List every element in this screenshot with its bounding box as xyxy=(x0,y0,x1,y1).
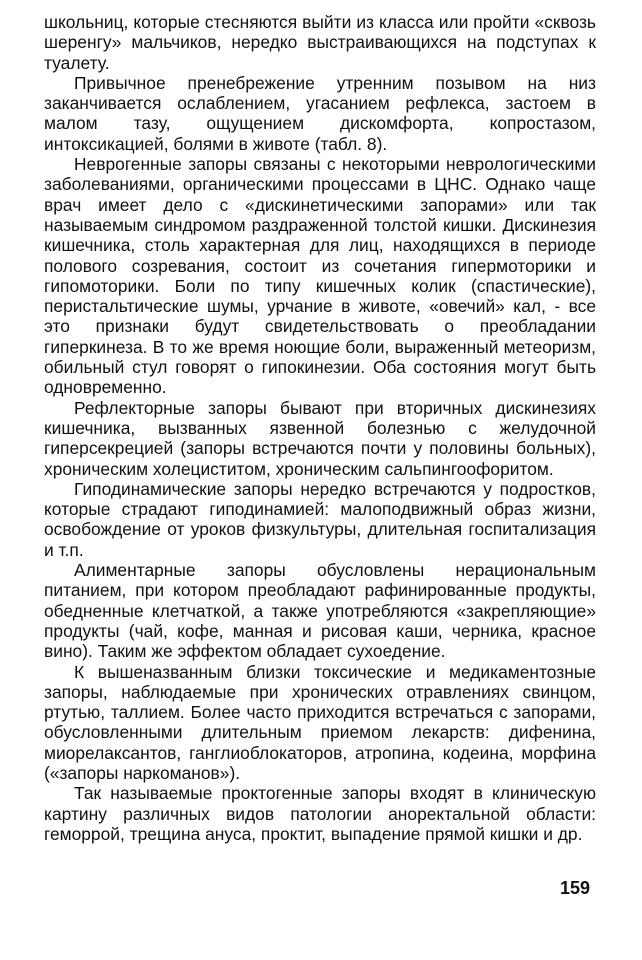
paragraph-habitual-neglect: Привычное пренебрежение утренним позывом на низ заканчивается ослаблением, угасанием рефлекса, застоем в малом тазу, ощущением дискомфорта, копростазом, интоксикацией, болями в животе (табл. 8). xyxy=(44,72,596,154)
paragraph-neurogenic-constipation: Неврогенные запоры связаны с некоторыми неврологическими заболеваниями, органическими процессами в ЦНС. Однако чаще врач имеет дело с «дискинетическими запорами» или так называемым синдромом раздраженной толстой кишки. Дискинезия кишечника, столь характерная для лиц, находящихся в периоде полового созревания, состоит из сочетания гипермоторики и гипомоторики. Боли по типу кишечных колик (спастические), перистальтические шумы, урчание в животе, «овечий» кал, - все это признаки будут свидетельствовать о преобладании гиперкинеза. В то же время ноющие боли, выраженный метеоризм, обильный стул говорят о гипокинезии. Оба состояния могут быть одновременно. xyxy=(44,154,596,398)
paragraph-hypodynamic-constipation: Гиподинамические запоры нередко встречаются у подростков, которые страдают гиподинамией: малоподвижный образ жизни, освобождение от уроков физкультуры, длительная госпитализация и т.п. xyxy=(44,478,596,560)
paragraph-proctogenic-constipation: Так называемые проктогенные запоры входят в клиническую картину различных видов патологии аноректальной области: геморрой, трещина ануса, проктит, выпадение прямой кишки и др. xyxy=(44,783,596,844)
paragraph-toxic-medication-constipation: К вышеназванным близки токсические и медикаментозные запоры, наблюдаемые при хронических отравлениях свинцом, ртутью, таллием. Более часто приходится встречаться с запорами, обусловленными длительным приемом лекарств: дифенина, миорелаксантов, ганглиоблокаторов, атропина, кодеина, морфина («запоры наркоманов»). xyxy=(44,661,596,783)
paragraph-reflex-constipation: Рефлекторные запоры бывают при вторичных дискинезиях кишечника, вызванных язвенной болезнью с желудочной гиперсекрецией (запоры встречаются почти у половины больных), хроническим холециститом, хроническим сальпингоофоритом. xyxy=(44,397,596,479)
paragraph-alimentary-constipation: Алиментарные запоры обусловлены нерациональным питанием, при котором преобладают рафинированные продукты, обедненные клетчаткой, а также употребляются «закрепляющие» продукты (чай, кофе, манная и рисовая каши, черника, красное вино). Таким же эффектом обладает сухоедение. xyxy=(44,560,596,662)
paragraph-continuation: школьниц, которые стесняются выйти из класса или пройти «сквозь шеренгу» мальчиков, нередко выстраивающихся на подступах к туалету. xyxy=(44,12,596,73)
page-number: 159 xyxy=(560,878,591,898)
page-text-body xyxy=(44,12,596,844)
